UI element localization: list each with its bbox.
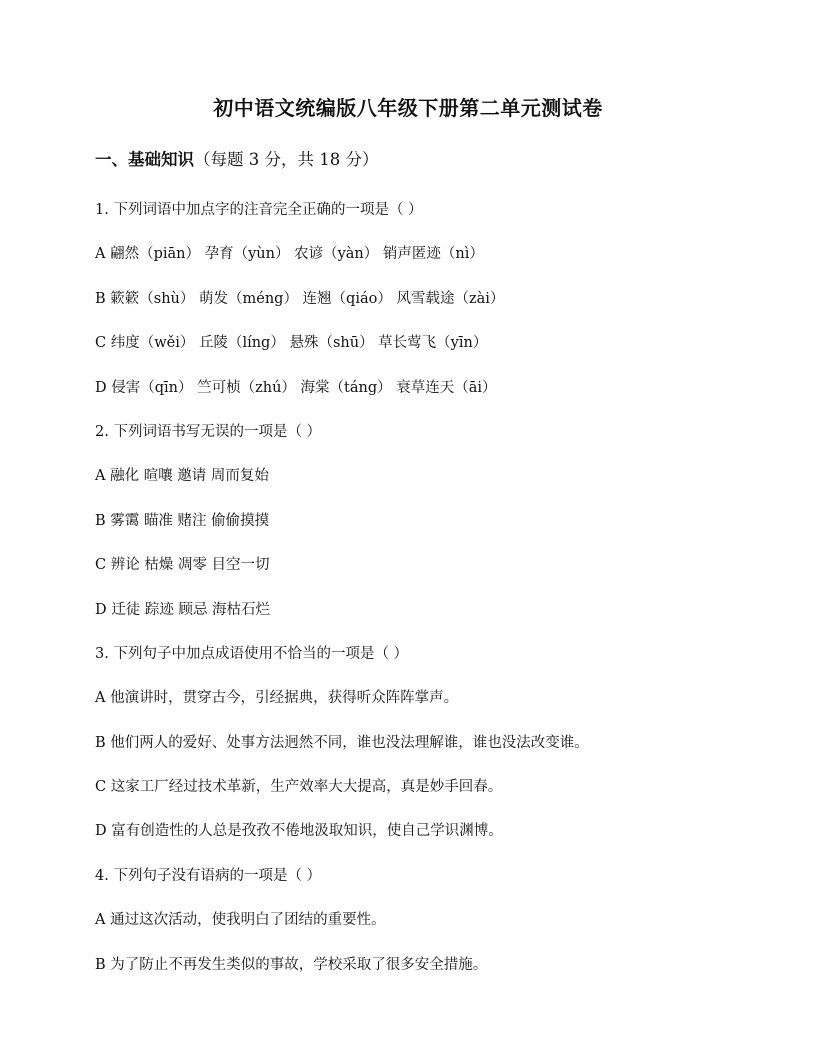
- question-option: C 这家工厂经过技术革新，生产效率大大提高，真是妙手回春。: [95, 779, 503, 796]
- question-list: [95, 188, 755, 987]
- question-option: B 雾霭 瞄准 赌注 偷偷摸摸: [95, 512, 270, 529]
- section-heading: [95, 147, 378, 173]
- section-heading-note: （每题 3 分，共 18 分）: [194, 150, 379, 169]
- question-option: A 融化 暄嚷 邀请 周而复始: [95, 468, 269, 485]
- question-option: D 迁徒 踪迹 顾忌 海枯石烂: [95, 601, 271, 618]
- question-option: D 侵害（qīn） 竺可桢（zhú） 海棠（táng） 衰草连天（āi）: [95, 379, 497, 396]
- question-stem: 4. 下列句子没有语病的一项是（ ）: [95, 867, 322, 884]
- document-title: 初中语文统编版八年级下册第二单元测试卷: [213, 96, 603, 120]
- question-stem: 2. 下列词语书写无误的一项是（ ）: [95, 423, 322, 440]
- question-option: B 为了防止不再发生类似的事故，学校采取了很多安全措施。: [95, 956, 488, 973]
- question-option: A 他演讲时，贯穿古今，引经据典，获得听众阵阵掌声。: [95, 690, 459, 707]
- question-option: C 纬度（wěi） 丘陵（líng） 悬殊（shū） 草长莺飞（yīn）: [95, 335, 488, 352]
- question-option: A 通过这次活动，使我明白了团结的重要性。: [95, 912, 386, 929]
- question-option: A 翩然（piān） 孕育（yùn） 农谚（yàn） 销声匿迹（nì）: [95, 246, 484, 263]
- question-option: B 簌簌（shù） 萌发（méng） 连翘（qiáo） 风雪载途（zài）: [95, 290, 505, 307]
- question-stem: 1. 下列词语中加点字的注音完全正确的一项是（ ）: [95, 202, 423, 218]
- question-option: B 他们两人的爱好、处事方法迥然不同，谁也没法理解谁，谁也没法改变谁。: [95, 734, 589, 751]
- section-heading-label: 一、基础知识: [95, 150, 194, 169]
- question-option: C 辨论 枯燥 凋零 目空一切: [95, 557, 270, 574]
- question-stem: 3. 下列句子中加点成语使用不恰当的一项是（ ）: [95, 645, 409, 662]
- question-option: D 富有创造性的人总是孜孜不倦地汲取知识，使自己学识渊博。: [95, 823, 503, 840]
